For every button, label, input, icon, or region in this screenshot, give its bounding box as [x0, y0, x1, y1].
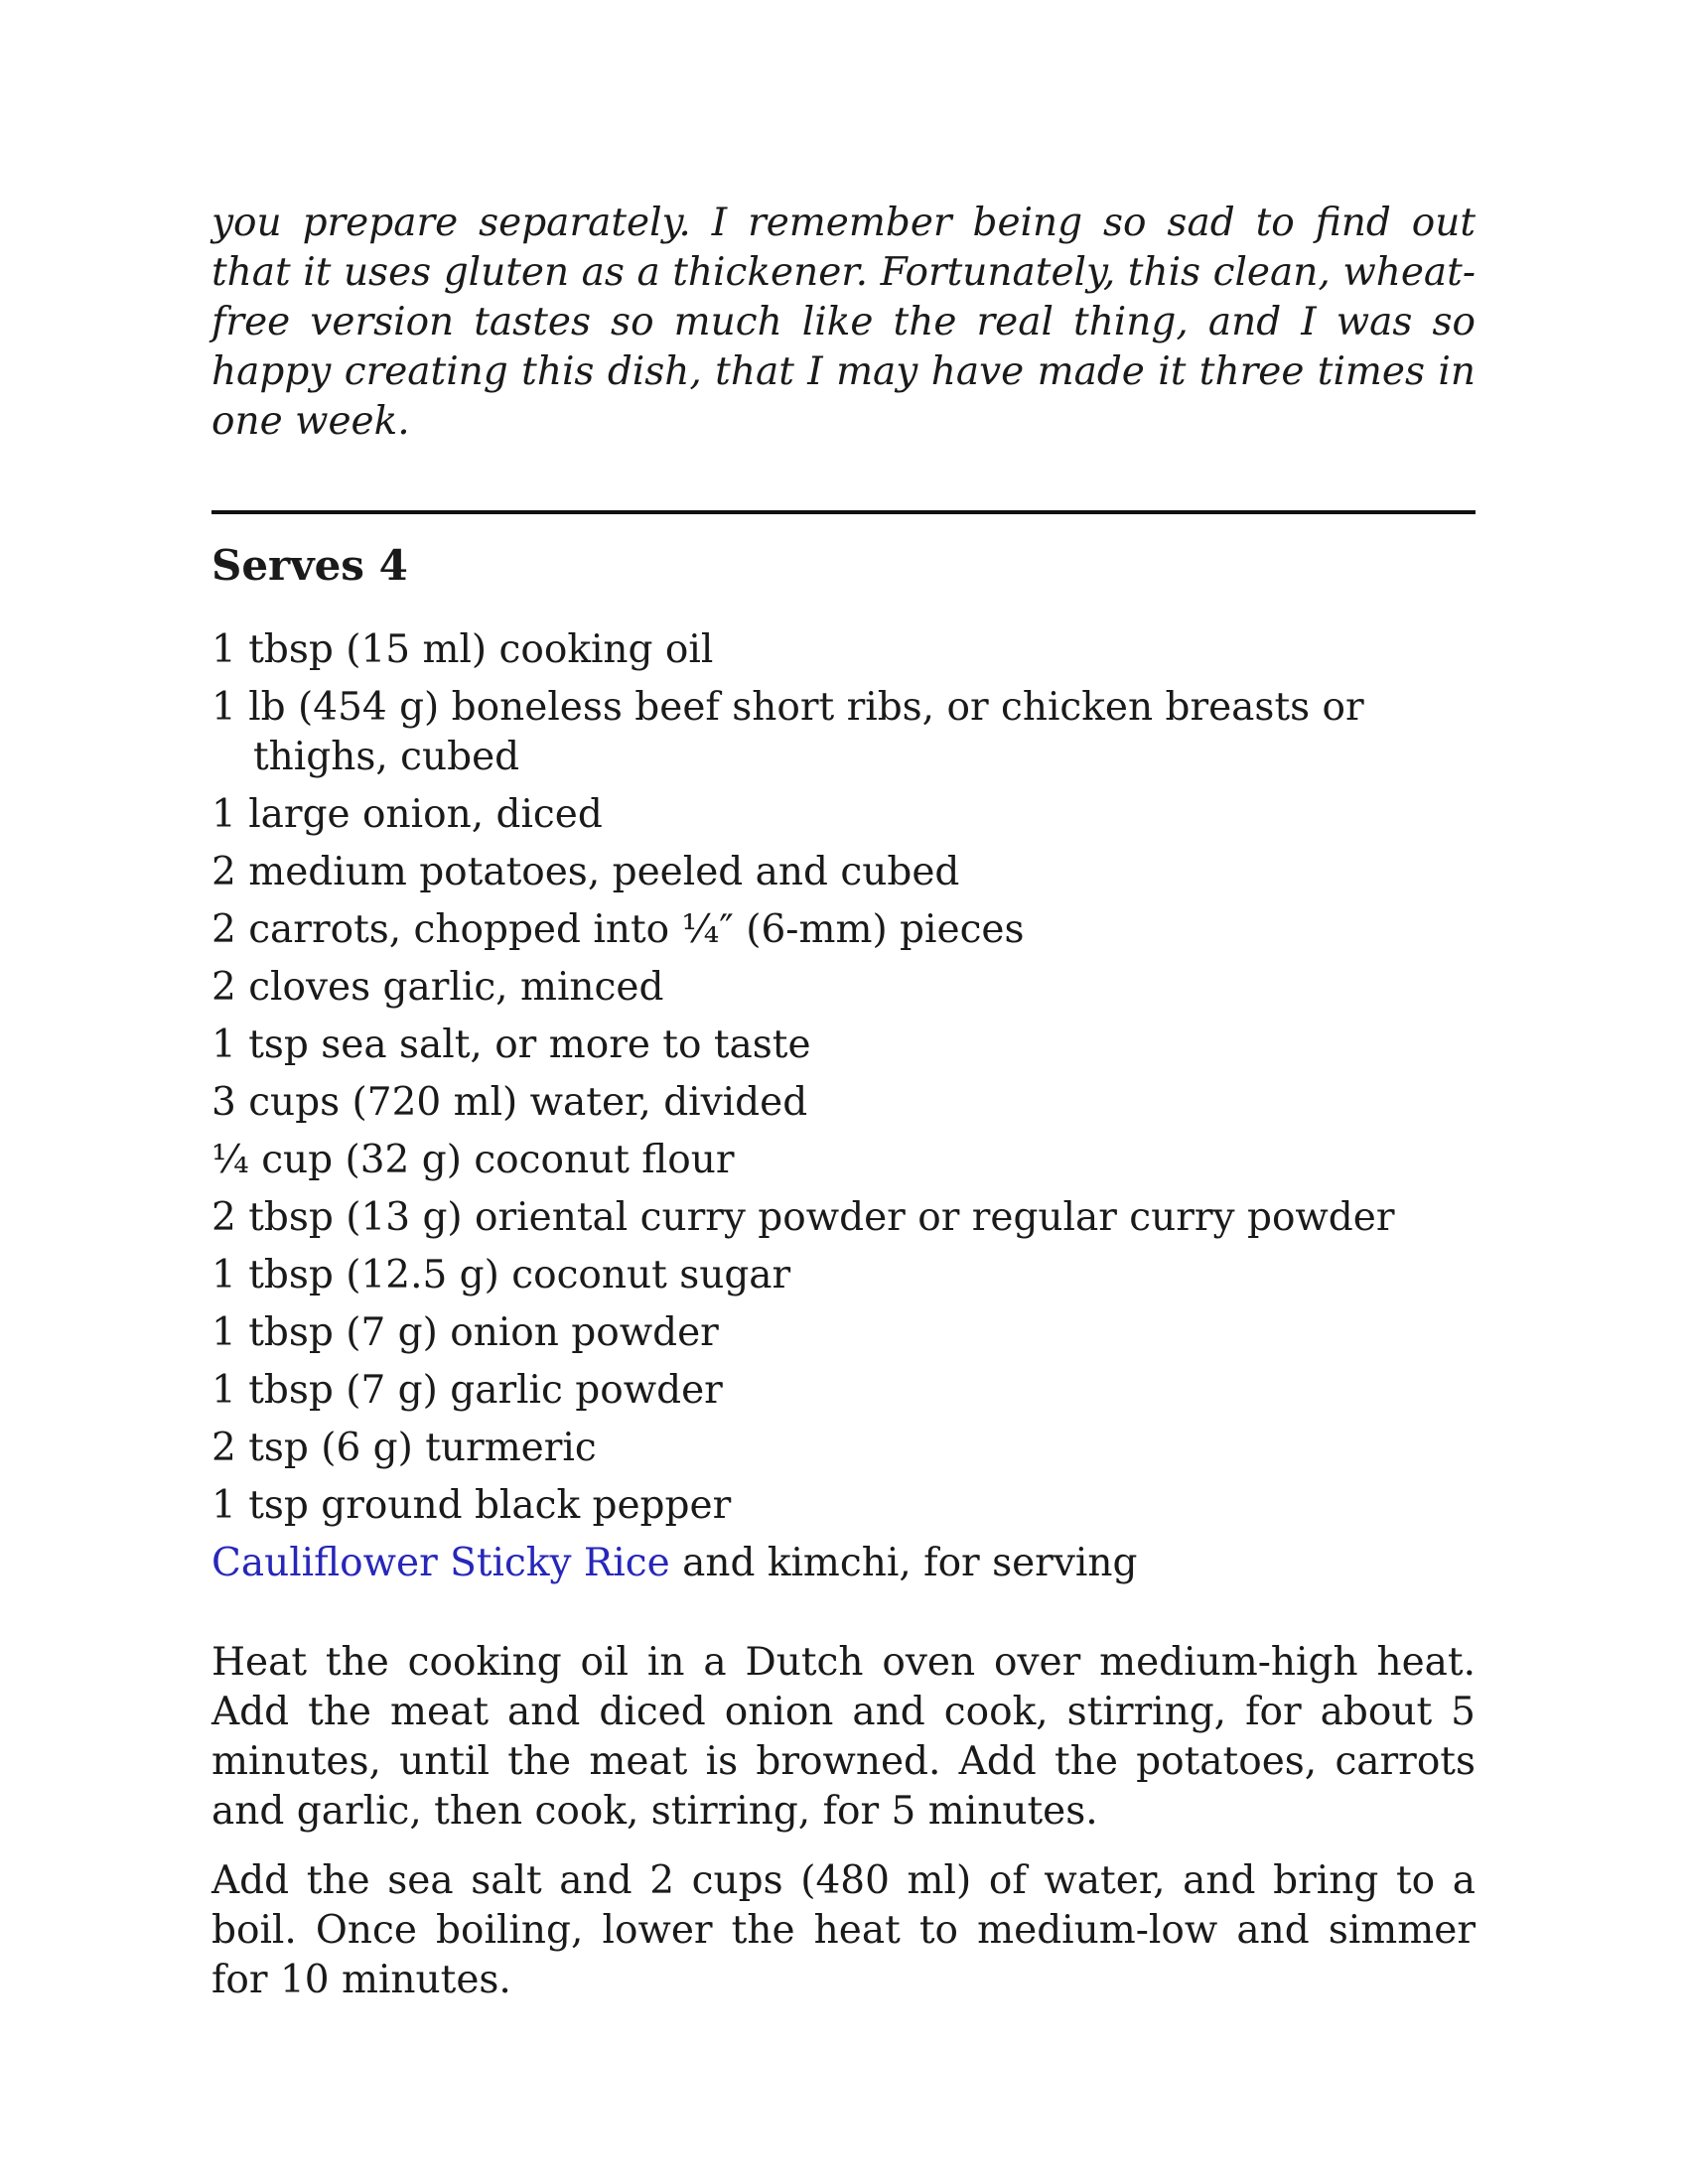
ingredient-item: 1 tsp ground black pepper: [211, 1483, 732, 1528]
instruction-paragraph: Heat the cooking oil in a Dutch oven over medium-high heat. Add the meat and diced onion and cook, stirring, for about 5 minutes, until the meat is browned. Add the potatoes, carrots and garlic, then cook, stirring, for 5 minutes.: [211, 1640, 1476, 1834]
ingredient-item: 2 cloves garlic, minced: [211, 965, 664, 1010]
ingredient-item: 1 tsp sea salt, or more to taste: [211, 1023, 811, 1067]
ingredient-item: 2 tsp (6 g) turmeric: [211, 1426, 597, 1470]
ingredient-item: 1 tbsp (7 g) garlic powder: [211, 1368, 723, 1413]
serving-suffix-text: and kimchi, for serving: [669, 1541, 1138, 1585]
serves-heading: Serves 4: [211, 541, 408, 590]
instruction-paragraph: Add the sea salt and 2 cups (480 ml) of water, and bring to a boil. Once boiling, lower the heat to medium-low and simmer for 10 minutes.: [211, 1858, 1476, 2002]
ingredient-item-serving: [211, 1539, 1476, 1588]
recipe-intro-text: you prepare separately. I remember being so sad to find out that it uses gluten as a thickener. Fortunately, this clean, wheat-free version tastes so much like the real thing, and I was so happy creating this dish, that I may have made it three times in one week.: [211, 201, 1476, 444]
ingredient-item: ¼ cup (32 g) coconut flour: [211, 1138, 735, 1182]
recipe-page: [211, 199, 1476, 2005]
section-divider: [211, 510, 1476, 514]
ingredient-item: 1 tbsp (15 ml) cooking oil: [211, 627, 714, 672]
ingredient-item: 2 carrots, chopped into ¼″ (6-mm) pieces: [211, 907, 1025, 952]
ingredient-item: 1 tbsp (12.5 g) coconut sugar: [211, 1253, 791, 1297]
ingredient-item: 3 cups (720 ml) water, divided: [211, 1080, 808, 1125]
ingredient-item: 2 tbsp (13 g) oriental curry powder or regular curry powder: [211, 1195, 1395, 1240]
ingredient-item: 1 lb (454 g) boneless beef short ribs, or chicken breasts or thighs, cubed: [211, 685, 1364, 779]
ingredient-item: 1 tbsp (7 g) onion powder: [211, 1310, 719, 1355]
ingredient-list: [211, 625, 1476, 1588]
ingredient-item: 2 medium potatoes, peeled and cubed: [211, 850, 960, 894]
cauliflower-sticky-rice-link[interactable]: Cauliflower Sticky Rice: [211, 1541, 670, 1585]
ingredient-item: 1 large onion, diced: [211, 792, 603, 837]
